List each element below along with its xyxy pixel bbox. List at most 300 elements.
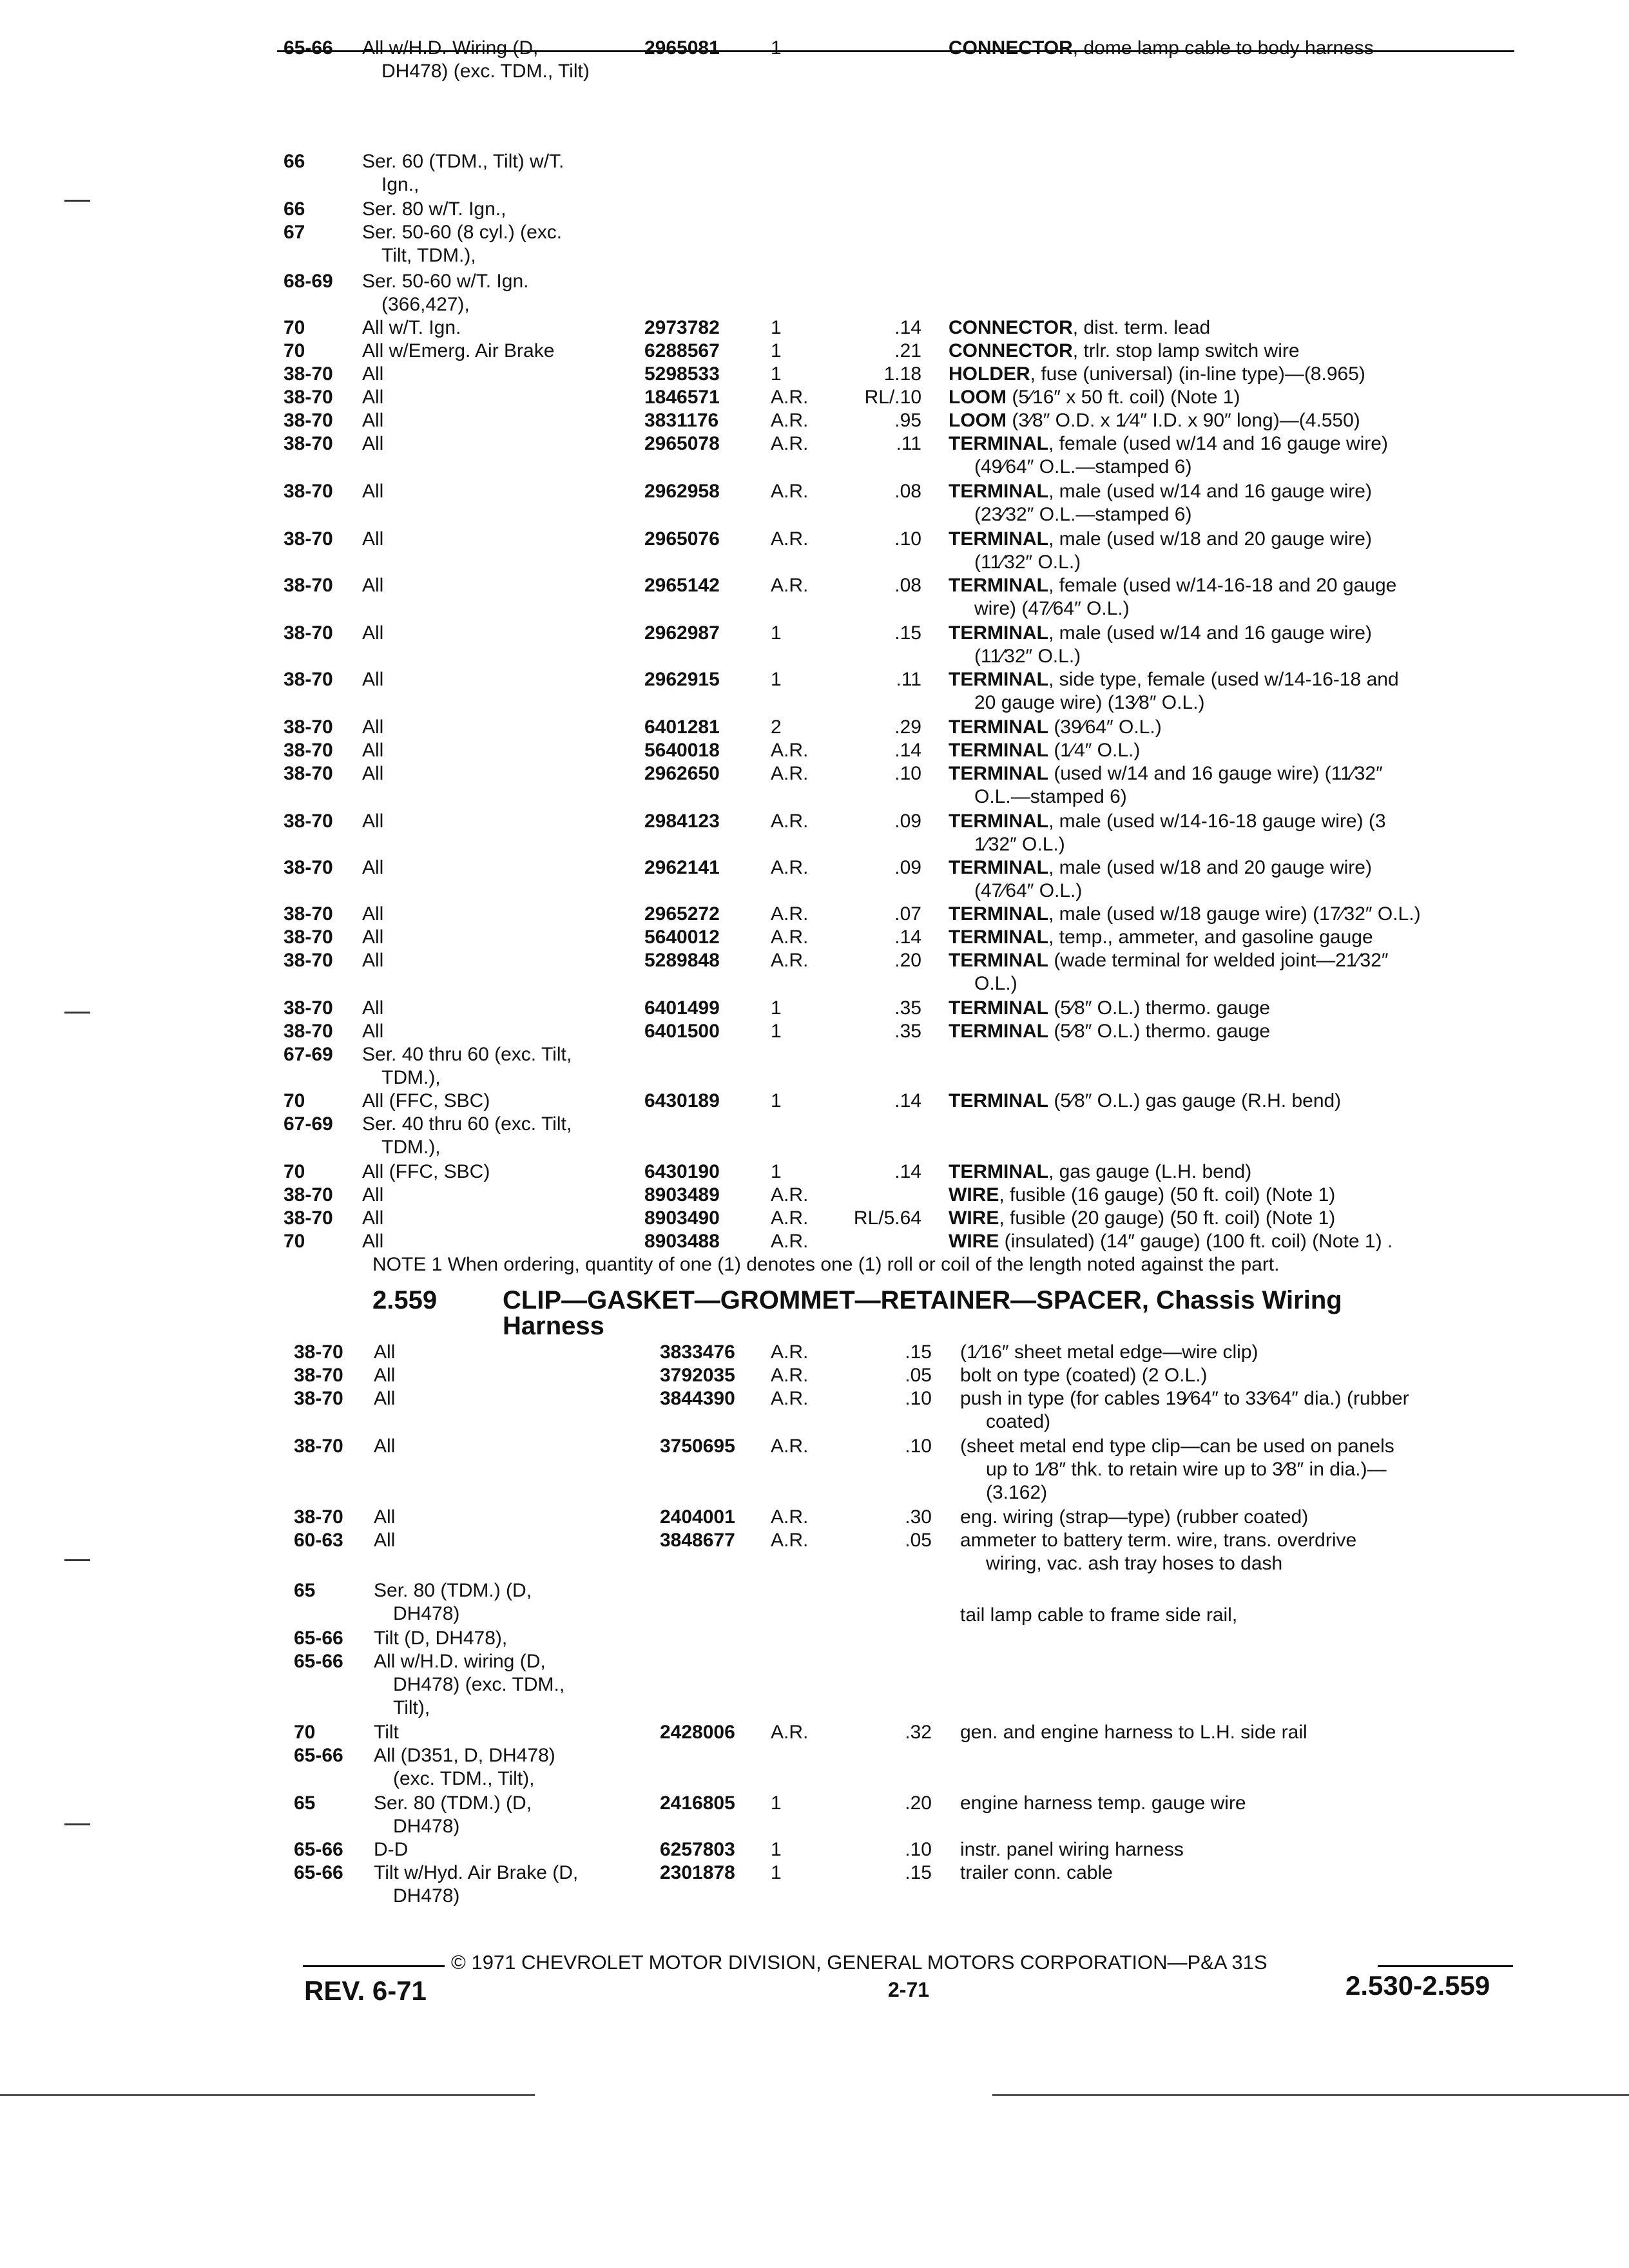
table-row bbox=[0, 1340, 1629, 1365]
price: .10 bbox=[894, 528, 921, 550]
application: All bbox=[362, 997, 384, 1019]
table-row bbox=[0, 621, 1629, 646]
description: TERMINAL (wade terminal for welded joint—21⁄32″ bbox=[949, 950, 1389, 971]
application: All bbox=[374, 1530, 396, 1551]
application-continued: Tilt), bbox=[393, 1697, 430, 1718]
price: .11 bbox=[896, 433, 921, 454]
margin-mark bbox=[64, 1823, 90, 1825]
footer-page-number: 2-71 bbox=[888, 1978, 930, 2001]
price: .15 bbox=[905, 1341, 932, 1363]
description: WIRE, fusible (20 gauge) (50 ft. coil) (Note 1) bbox=[949, 1207, 1336, 1229]
part-number: 5640012 bbox=[644, 927, 720, 948]
description: TERMINAL (5⁄8″ O.L.) gas gauge (R.H. bend) bbox=[949, 1090, 1342, 1111]
price: .20 bbox=[894, 950, 921, 971]
part-number: 6257803 bbox=[660, 1839, 735, 1860]
model-years: 38-70 bbox=[294, 1388, 343, 1409]
part-number: 6401500 bbox=[644, 1021, 720, 1042]
table-row bbox=[0, 1791, 1629, 1816]
price: .09 bbox=[894, 811, 921, 832]
description: LOOM (5⁄16″ x 50 ft. coil) (Note 1) bbox=[949, 387, 1240, 408]
description-continued: 1⁄32″ O.L.) bbox=[974, 834, 1065, 855]
model-years: 38-70 bbox=[284, 903, 333, 925]
part-number: 3844390 bbox=[660, 1388, 735, 1409]
table-row bbox=[0, 36, 1629, 61]
price: .08 bbox=[894, 575, 921, 596]
description: WIRE, fusible (16 gauge) (50 ft. coil) (Note 1) bbox=[949, 1184, 1336, 1206]
part-number: 8903489 bbox=[644, 1184, 720, 1206]
table-row bbox=[0, 738, 1629, 763]
price: .14 bbox=[894, 927, 921, 948]
table-row bbox=[0, 432, 1629, 456]
footer-section-range: 2.530-2.559 bbox=[1345, 1970, 1490, 2001]
model-years: 70 bbox=[284, 340, 305, 361]
table-row bbox=[0, 1579, 1629, 1603]
description: TERMINAL (5⁄8″ O.L.) thermo. gauge bbox=[949, 997, 1271, 1019]
description: TERMINAL (used w/14 and 16 gauge wire) (11⁄32″ bbox=[949, 763, 1383, 784]
table-row bbox=[0, 1528, 1629, 1553]
model-years: 38-70 bbox=[284, 740, 333, 761]
description-continued: up to 1⁄8″ thk. to retain wire up to 3⁄8″ in dia.)— bbox=[986, 1459, 1387, 1480]
description: TERMINAL, temp., ammeter, and gasoline gauge bbox=[949, 927, 1373, 948]
price: .10 bbox=[905, 1388, 932, 1409]
description: TERMINAL, female (used w/14 and 16 gauge wire) bbox=[949, 433, 1388, 454]
application: All w/Emerg. Air Brake bbox=[362, 340, 555, 361]
model-years: 38-70 bbox=[284, 669, 333, 690]
quantity: A.R. bbox=[771, 481, 809, 502]
table-row bbox=[0, 408, 1629, 433]
part-number: 2404001 bbox=[660, 1506, 735, 1528]
application: All bbox=[362, 575, 384, 596]
application-continued: DH478) bbox=[393, 1603, 460, 1624]
description: CONNECTOR, dist. term. lead bbox=[949, 317, 1211, 338]
description: instr. panel wiring harness bbox=[960, 1839, 1184, 1860]
application: All (FFC, SBC) bbox=[362, 1090, 490, 1111]
table-row bbox=[0, 362, 1629, 387]
description-continued: (23⁄32″ O.L.—stamped 6) bbox=[974, 504, 1192, 525]
description: LOOM (3⁄8″ O.D. x 1⁄4″ I.D. x 90″ long)—(4.550) bbox=[949, 410, 1360, 431]
part-number: 3750695 bbox=[660, 1436, 735, 1457]
model-years: 38-70 bbox=[284, 622, 333, 644]
part-number: 8903488 bbox=[644, 1231, 720, 1252]
price: .14 bbox=[894, 317, 921, 338]
quantity: A.R. bbox=[771, 1341, 809, 1363]
model-years: 38-70 bbox=[284, 716, 333, 738]
part-number: 3848677 bbox=[660, 1530, 735, 1551]
description: TERMINAL, male (used w/14 and 16 gauge wire) bbox=[949, 481, 1372, 502]
table-row bbox=[0, 269, 1629, 294]
description: eng. wiring (strap—type) (rubber coated) bbox=[960, 1506, 1309, 1528]
quantity: A.R. bbox=[771, 575, 809, 596]
model-years: 38-70 bbox=[284, 950, 333, 971]
quantity: A.R. bbox=[771, 410, 809, 431]
description: CONNECTOR, trlr. stop lamp switch wire bbox=[949, 340, 1300, 361]
application: All bbox=[362, 669, 384, 690]
description: (1⁄16″ sheet metal edge—wire clip) bbox=[960, 1341, 1258, 1363]
application: Tilt w/Hyd. Air Brake (D, bbox=[374, 1862, 579, 1883]
application: All bbox=[362, 481, 384, 502]
quantity: A.R. bbox=[771, 903, 809, 925]
model-years: 65 bbox=[294, 1580, 316, 1601]
price: .14 bbox=[894, 1090, 921, 1111]
price: .30 bbox=[905, 1506, 932, 1528]
price: .14 bbox=[894, 740, 921, 761]
description-continued: wiring, vac. ash tray hoses to dash bbox=[986, 1553, 1283, 1574]
table-row bbox=[0, 1229, 1629, 1254]
table-row bbox=[0, 668, 1629, 692]
model-years: 70 bbox=[284, 317, 305, 338]
application: All bbox=[374, 1341, 396, 1363]
application: Ser. 50-60 w/T. Ign. bbox=[362, 271, 529, 292]
model-years: 65-66 bbox=[284, 37, 333, 59]
table-row bbox=[0, 1019, 1629, 1044]
model-years: 66 bbox=[284, 198, 305, 220]
part-number: 6401281 bbox=[644, 716, 720, 738]
description: TERMINAL, side type, female (used w/14-16-18 and bbox=[949, 669, 1399, 690]
part-number: 3792035 bbox=[660, 1365, 735, 1386]
price: .95 bbox=[894, 410, 921, 431]
application-continued: DH478) bbox=[393, 1885, 460, 1907]
application: Ser. 60 (TDM., Tilt) w/T. bbox=[362, 151, 564, 172]
part-number: 2428006 bbox=[660, 1722, 735, 1743]
model-years: 65-66 bbox=[294, 1651, 343, 1672]
part-number: 2965081 bbox=[644, 37, 720, 59]
price: .15 bbox=[894, 622, 921, 644]
quantity: A.R. bbox=[771, 1506, 809, 1528]
application-continued: Tilt, TDM.), bbox=[381, 245, 476, 266]
description: (sheet metal end type clip—can be used on panels bbox=[960, 1436, 1394, 1457]
quantity: A.R. bbox=[771, 1388, 809, 1409]
description: ammeter to battery term. wire, trans. overdrive bbox=[960, 1530, 1357, 1551]
description-continued: (11⁄32″ O.L.) bbox=[974, 646, 1081, 667]
price: .10 bbox=[894, 763, 921, 784]
model-years: 38-70 bbox=[284, 857, 333, 878]
application-continued: DH478) bbox=[393, 1816, 460, 1837]
note-1: NOTE 1 When ordering, quantity of one (1) denotes one (1) roll or coil of the length noted against the part. bbox=[372, 1254, 1280, 1275]
quantity: A.R. bbox=[771, 950, 809, 971]
price: .32 bbox=[905, 1722, 932, 1743]
application: All bbox=[362, 433, 384, 454]
part-number: 2973782 bbox=[644, 317, 720, 338]
application: All bbox=[362, 857, 384, 878]
table-row bbox=[0, 1838, 1629, 1862]
description: engine harness temp. gauge wire bbox=[960, 1792, 1246, 1814]
part-number: 2416805 bbox=[660, 1792, 735, 1814]
model-years: 70 bbox=[294, 1722, 316, 1743]
model-years: 70 bbox=[284, 1231, 305, 1252]
application: All bbox=[374, 1506, 396, 1528]
footer-rule-right bbox=[1378, 1965, 1513, 1967]
table-row bbox=[0, 1363, 1629, 1388]
table-row bbox=[0, 1434, 1629, 1459]
model-years: 38-70 bbox=[294, 1506, 343, 1528]
table-row bbox=[0, 316, 1629, 340]
table-row bbox=[0, 197, 1629, 222]
table-row bbox=[0, 809, 1629, 834]
description-continued: 20 gauge wire) (13⁄8″ O.L.) bbox=[974, 692, 1205, 713]
description: gen. and engine harness to L.H. side rail bbox=[960, 1722, 1307, 1743]
quantity: A.R. bbox=[771, 763, 809, 784]
table-row bbox=[0, 1043, 1629, 1067]
part-number: 6430189 bbox=[644, 1090, 720, 1111]
table-row bbox=[0, 762, 1629, 786]
quantity: A.R. bbox=[771, 857, 809, 878]
quantity: A.R. bbox=[771, 528, 809, 550]
application: All bbox=[374, 1365, 396, 1386]
description-continued: wire) (47⁄64″ O.L.) bbox=[974, 598, 1130, 619]
model-years: 65-66 bbox=[294, 1745, 343, 1766]
table-row bbox=[0, 220, 1629, 245]
quantity: 1 bbox=[771, 622, 782, 644]
part-number: 2965142 bbox=[644, 575, 720, 596]
application-continued: (366,427), bbox=[381, 294, 470, 315]
price: RL/5.64 bbox=[853, 1207, 921, 1229]
part-number: 2962650 bbox=[644, 763, 720, 784]
part-number: 2962141 bbox=[644, 857, 720, 878]
quantity: A.R. bbox=[771, 1530, 809, 1551]
description-continued: coated) bbox=[986, 1411, 1051, 1432]
model-years: 38-70 bbox=[294, 1365, 343, 1386]
application: All bbox=[362, 927, 384, 948]
bottom-rule-right bbox=[992, 2094, 1629, 2096]
price: .29 bbox=[894, 716, 921, 738]
table-row bbox=[0, 1387, 1629, 1411]
table-row bbox=[0, 715, 1629, 740]
part-number: 2301878 bbox=[660, 1862, 735, 1883]
application: Tilt bbox=[374, 1722, 399, 1743]
application: All bbox=[362, 363, 384, 385]
margin-mark bbox=[64, 1559, 90, 1561]
model-years: 38-70 bbox=[284, 433, 333, 454]
application: Ser. 80 w/T. Ign., bbox=[362, 198, 506, 220]
quantity: A.R. bbox=[771, 1365, 809, 1386]
quantity: 1 bbox=[771, 669, 782, 690]
model-years: 70 bbox=[284, 1161, 305, 1182]
application-continued: (exc. TDM., Tilt), bbox=[393, 1768, 535, 1789]
table-row bbox=[0, 1649, 1629, 1674]
footer-rule-left bbox=[303, 1965, 445, 1967]
model-years: 38-70 bbox=[284, 1207, 333, 1229]
part-number: 5640018 bbox=[644, 740, 720, 761]
model-years: 67 bbox=[284, 222, 305, 243]
price: .05 bbox=[905, 1365, 932, 1386]
table-row bbox=[0, 1603, 1629, 1628]
price: .15 bbox=[905, 1862, 932, 1883]
model-years: 38-70 bbox=[294, 1341, 343, 1363]
table-row bbox=[0, 1744, 1629, 1768]
part-number: 8903490 bbox=[644, 1207, 720, 1229]
quantity: 1 bbox=[771, 317, 782, 338]
application: Ser. 50-60 (8 cyl.) (exc. bbox=[362, 222, 563, 243]
quantity: 2 bbox=[771, 716, 782, 738]
model-years: 67-69 bbox=[284, 1113, 333, 1135]
price: 1.18 bbox=[883, 363, 921, 385]
quantity: 1 bbox=[771, 340, 782, 361]
description: tail lamp cable to frame side rail, bbox=[960, 1604, 1238, 1626]
description: TERMINAL, male (used w/18 and 20 gauge wire) bbox=[949, 528, 1372, 550]
quantity: 1 bbox=[771, 1090, 782, 1111]
application: All bbox=[362, 387, 384, 408]
model-years: 38-70 bbox=[284, 1184, 333, 1206]
table-row bbox=[0, 856, 1629, 880]
quantity: 1 bbox=[771, 363, 782, 385]
application: All bbox=[362, 410, 384, 431]
application: Ser. 40 thru 60 (exc. Tilt, bbox=[362, 1113, 572, 1135]
footer-revision: REV. 6-71 bbox=[304, 1975, 427, 2006]
application-continued: DH478) (exc. TDM., bbox=[393, 1674, 565, 1695]
quantity: 1 bbox=[771, 1792, 782, 1814]
quantity: A.R. bbox=[771, 1207, 809, 1229]
description: TERMINAL (5⁄8″ O.L.) thermo. gauge bbox=[949, 1021, 1271, 1042]
model-years: 38-70 bbox=[284, 363, 333, 385]
footer-copyright: © 1971 CHEVROLET MOTOR DIVISION, GENERAL MOTORS CORPORATION—P&A 31S bbox=[451, 1951, 1268, 1974]
application: All bbox=[362, 811, 384, 832]
part-number: 2965076 bbox=[644, 528, 720, 550]
model-years: 38-70 bbox=[284, 410, 333, 431]
quantity: 1 bbox=[771, 37, 782, 59]
description: CONNECTOR, dome lamp cable to body harness bbox=[949, 37, 1374, 59]
table-row bbox=[0, 1505, 1629, 1530]
description: TERMINAL (1⁄4″ O.L.) bbox=[949, 740, 1141, 761]
part-number: 2965078 bbox=[644, 433, 720, 454]
table-row bbox=[0, 339, 1629, 363]
application: All (FFC, SBC) bbox=[362, 1161, 490, 1182]
application-continued: Ign., bbox=[381, 174, 419, 195]
part-number: 6430190 bbox=[644, 1161, 720, 1182]
quantity: A.R. bbox=[771, 1231, 809, 1252]
part-number: 6288567 bbox=[644, 340, 720, 361]
description-continued: (49⁄64″ O.L.—stamped 6) bbox=[974, 456, 1192, 477]
model-years: 65 bbox=[294, 1792, 316, 1814]
price: .10 bbox=[905, 1839, 932, 1860]
price: .11 bbox=[896, 669, 921, 690]
price: RL/.10 bbox=[864, 387, 921, 408]
table-row bbox=[0, 527, 1629, 552]
description: TERMINAL (39⁄64″ O.L.) bbox=[949, 716, 1162, 738]
table-row bbox=[0, 1861, 1629, 1885]
application: All bbox=[362, 1207, 384, 1229]
application: All w/T. Ign. bbox=[362, 317, 461, 338]
section-title: CLIP—GASKET—GROMMET—RETAINER—SPACER, Chassis Wiring bbox=[503, 1286, 1342, 1314]
model-years: 38-70 bbox=[284, 387, 333, 408]
quantity: A.R. bbox=[771, 927, 809, 948]
quantity: 1 bbox=[771, 1862, 782, 1883]
model-years: 38-70 bbox=[284, 1021, 333, 1042]
application: Ser. 40 thru 60 (exc. Tilt, bbox=[362, 1044, 572, 1065]
description-continued: O.L.) bbox=[974, 973, 1017, 994]
table-row bbox=[0, 479, 1629, 504]
quantity: 1 bbox=[771, 1021, 782, 1042]
quantity: 1 bbox=[771, 1839, 782, 1860]
part-number: 6401499 bbox=[644, 997, 720, 1019]
application: All w/H.D. wiring (D, bbox=[374, 1651, 546, 1672]
description: TERMINAL, male (used w/18 and 20 gauge wire) bbox=[949, 857, 1372, 878]
model-years: 70 bbox=[284, 1090, 305, 1111]
model-years: 38-70 bbox=[284, 927, 333, 948]
part-number: 2962958 bbox=[644, 481, 720, 502]
bottom-rule-left bbox=[0, 2094, 535, 2096]
price: .09 bbox=[894, 857, 921, 878]
table-row bbox=[0, 1626, 1629, 1651]
application: All bbox=[362, 528, 384, 550]
description-continued: (47⁄64″ O.L.) bbox=[974, 880, 1083, 901]
table-row bbox=[0, 573, 1629, 598]
quantity: A.R. bbox=[771, 1184, 809, 1206]
description-continued: (11⁄32″ O.L.) bbox=[974, 552, 1081, 573]
table-row bbox=[0, 996, 1629, 1021]
application: All (D351, D, DH478) bbox=[374, 1745, 555, 1766]
quantity: A.R. bbox=[771, 1722, 809, 1743]
price: .07 bbox=[894, 903, 921, 925]
application: D-D bbox=[374, 1839, 409, 1860]
description: push in type (for cables 19⁄64″ to 33⁄64″ dia.) (rubber bbox=[960, 1388, 1409, 1409]
model-years: 65-66 bbox=[294, 1862, 343, 1883]
description: TERMINAL, male (used w/14-16-18 gauge wire) (3 bbox=[949, 811, 1386, 832]
model-years: 38-70 bbox=[284, 763, 333, 784]
part-number: 5298533 bbox=[644, 363, 720, 385]
part-number: 1846571 bbox=[644, 387, 720, 408]
application: All bbox=[362, 763, 384, 784]
quantity: 1 bbox=[771, 1161, 782, 1182]
application: Ser. 80 (TDM.) (D, bbox=[374, 1580, 532, 1601]
price: .20 bbox=[905, 1792, 932, 1814]
part-number: 3833476 bbox=[660, 1341, 735, 1363]
application-continued: TDM.), bbox=[381, 1137, 441, 1158]
table-row bbox=[0, 149, 1629, 174]
table-row bbox=[0, 385, 1629, 410]
table-row bbox=[0, 1160, 1629, 1184]
model-years: 66 bbox=[284, 151, 305, 172]
quantity: A.R. bbox=[771, 811, 809, 832]
table-row bbox=[0, 1206, 1629, 1231]
price: .14 bbox=[894, 1161, 921, 1182]
description: trailer conn. cable bbox=[960, 1862, 1113, 1883]
price: .05 bbox=[905, 1530, 932, 1551]
application: All bbox=[362, 1184, 384, 1206]
part-number: 3831176 bbox=[644, 410, 719, 431]
quantity: 1 bbox=[771, 997, 782, 1019]
part-number: 5289848 bbox=[644, 950, 720, 971]
description: HOLDER, fuse (universal) (in-line type)—(8.965) bbox=[949, 363, 1365, 385]
quantity: A.R. bbox=[771, 433, 809, 454]
model-years: 38-70 bbox=[284, 811, 333, 832]
description: TERMINAL, male (used w/18 gauge wire) (17⁄32″ O.L.) bbox=[949, 903, 1421, 925]
price: .35 bbox=[894, 997, 921, 1019]
description: TERMINAL, male (used w/14 and 16 gauge wire) bbox=[949, 622, 1372, 644]
model-years: 65-66 bbox=[294, 1839, 343, 1860]
section-title-cont: Harness bbox=[503, 1312, 604, 1340]
model-years: 38-70 bbox=[284, 528, 333, 550]
model-years: 68-69 bbox=[284, 271, 333, 292]
table-row bbox=[0, 1089, 1629, 1113]
price: .35 bbox=[894, 1021, 921, 1042]
table-row bbox=[0, 1112, 1629, 1137]
application-continued: TDM.), bbox=[381, 1067, 441, 1088]
model-years: 38-70 bbox=[284, 575, 333, 596]
application: Tilt (D, DH478), bbox=[374, 1628, 508, 1649]
application: Ser. 80 (TDM.) (D, bbox=[374, 1792, 532, 1814]
price: .21 bbox=[894, 340, 921, 361]
description: bolt on type (coated) (2 O.L.) bbox=[960, 1365, 1208, 1386]
part-number: 2962915 bbox=[644, 669, 720, 690]
table-row bbox=[0, 1720, 1629, 1745]
model-years: 38-70 bbox=[284, 997, 333, 1019]
application: All bbox=[374, 1436, 396, 1457]
table-row bbox=[0, 925, 1629, 950]
section-number: 2.559 bbox=[372, 1286, 438, 1314]
application: All bbox=[362, 622, 384, 644]
application: All bbox=[362, 903, 384, 925]
model-years: 38-70 bbox=[284, 481, 333, 502]
